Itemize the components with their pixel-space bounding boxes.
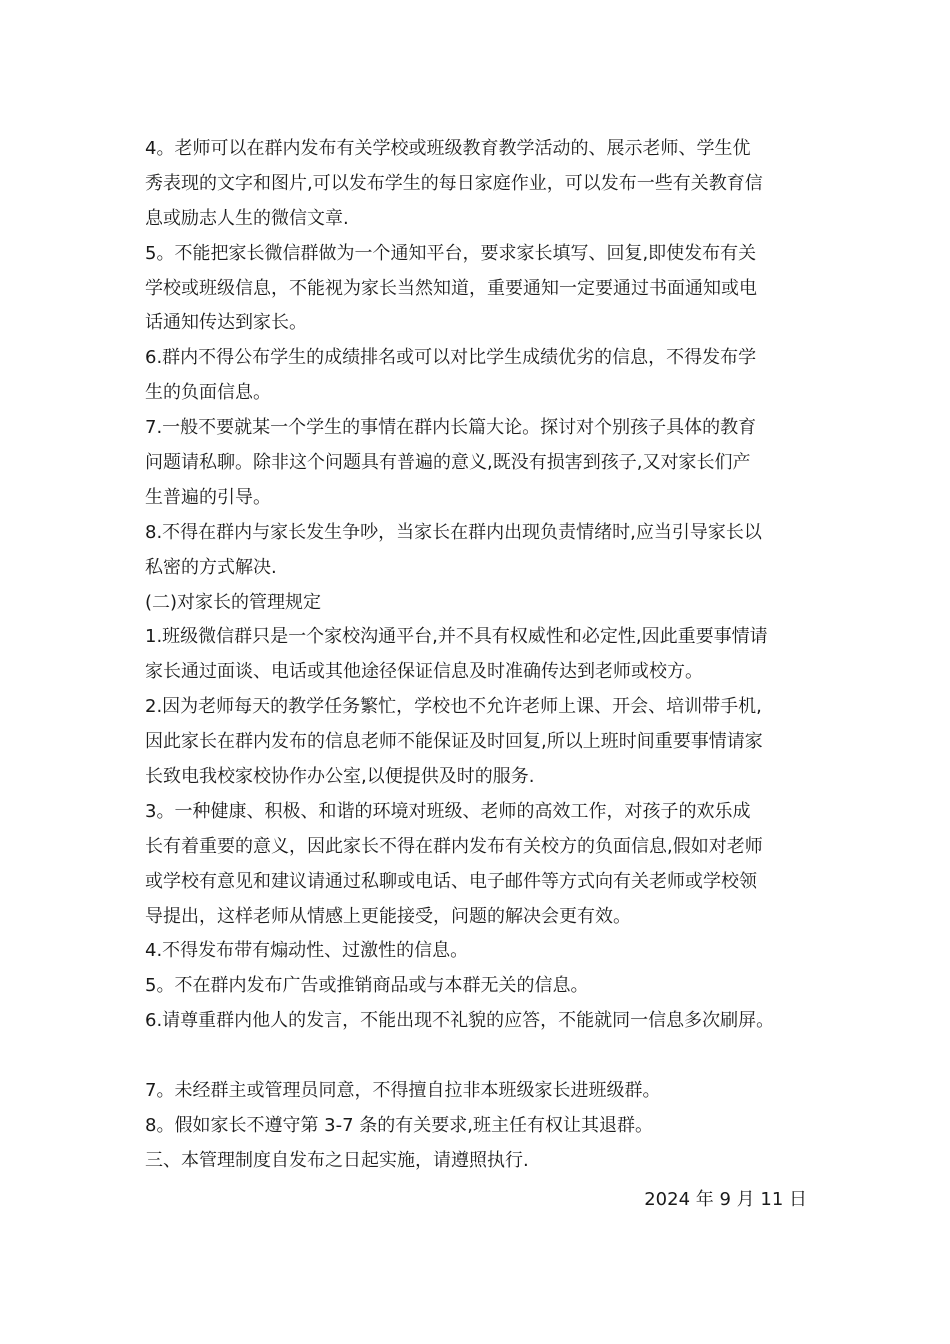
text-line: 息或励志人生的微信文章. [145, 207, 349, 229]
document-body [145, 132, 810, 1179]
text-line: 4。老师可以在群内发布有关学校或班级教育教学活动的、展示老师、学生优 [145, 138, 751, 159]
text-line: 6.请尊重群内他人的发言，不能出现不礼貌的应答，不能就同一信息多次刷屏。 [145, 1010, 775, 1032]
text-line: 5。不在群内发布广告或推销商品或与本群无关的信息。 [145, 975, 589, 997]
text-line: 导提出，这样老师从情感上更能接受，问题的解决会更有效。 [145, 905, 631, 927]
text-line: 4.不得发布带有煽动性、过激性的信息。 [145, 940, 469, 962]
text-line: 长有着重要的意义，因此家长不得在群内发布有关校方的负面信息,假如对老师 [145, 835, 763, 857]
text-line: 长致电我校家校协作办公室,以便提供及时的服务. [145, 766, 535, 788]
text-line [145, 1039, 810, 1074]
text-line: 2.因为老师每天的教学任务繁忙，学校也不允许老师上课、开会、培训带手机, [145, 696, 762, 718]
text-line: 私密的方式解决. [145, 556, 277, 578]
text-line: 8。假如家长不遵守第 3-7 条的有关要求,班主任有权让其退群。 [145, 1114, 654, 1136]
text-line: (二)对家长的管理规定 [145, 591, 322, 613]
text-line: 学校或班级信息，不能视为家长当然知道，重要通知一定要通过书面通知或电 [145, 277, 757, 299]
text-line: 8.不得在群内与家长发生争吵，当家长在群内出现负责情绪时,应当引导家长以 [145, 521, 762, 543]
document-date: 2024 年 9 月 11 日 [644, 1189, 807, 1210]
text-line: 问题请私聊。除非这个问题具有普遍的意义,既没有损害到孩子,又对家长们产 [145, 452, 751, 474]
text-line: 话通知传达到家长。 [145, 312, 307, 334]
text-line: 生的负面信息。 [145, 382, 271, 404]
text-line: 因此家长在群内发布的信息老师不能保证及时回复,所以上班时间重要事情请家 [145, 731, 763, 753]
text-line: 1.班级微信群只是一个家校沟通平台,并不具有权威性和必定性,因此重要事情请 [145, 626, 768, 648]
text-line: 6.群内不得公布学生的成绩排名或可以对比学生成绩优劣的信息，不得发布学 [145, 347, 757, 369]
text-line: 秀表现的文字和图片,可以发布学生的每日家庭作业，可以发布一些有关教育信 [145, 172, 763, 194]
text-line: 生普遍的引导。 [145, 486, 271, 508]
text-line: 5。不能把家长微信群做为一个通知平台，要求家长填写、回复,即使发布有关 [145, 242, 757, 264]
text-line: 或学校有意见和建议请通过私聊或电话、电子邮件等方式向有关老师或学校领 [145, 870, 757, 892]
text-line: 三、本管理制度自发布之日起实施，请遵照执行. [145, 1149, 529, 1171]
text-line: 3。一种健康、积极、和谐的环境对班级、老师的高效工作，对孩子的欢乐成 [145, 800, 751, 822]
text-line: 7.一般不要就某一个学生的事情在群内长篇大论。探讨对个别孩子具体的教育 [145, 417, 757, 439]
text-line: 家长通过面谈、电话或其他途径保证信息及时准确传达到老师或校方。 [145, 661, 703, 683]
text-line: 7。未经群主或管理员同意，不得擅自拉非本班级家长进班级群。 [145, 1080, 661, 1102]
